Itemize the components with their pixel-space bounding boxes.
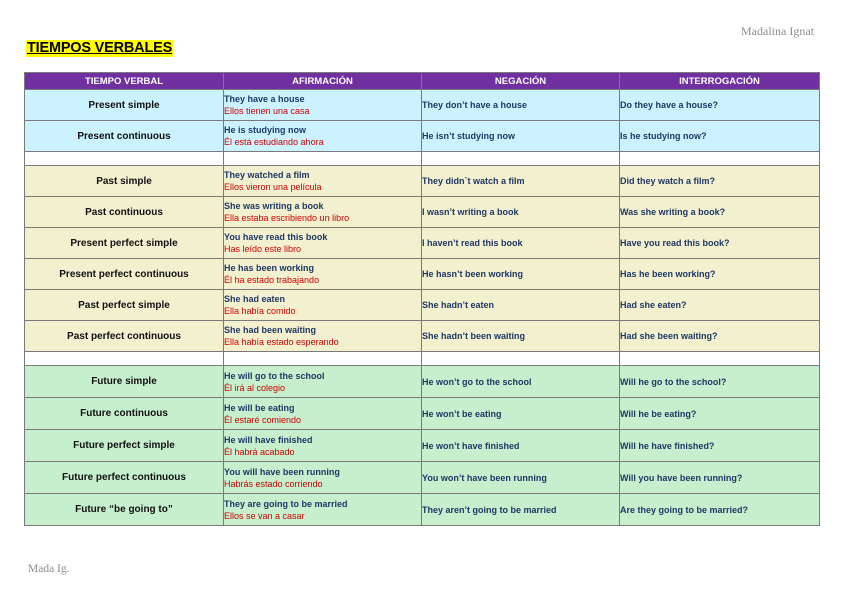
tense-name: Past simple — [25, 166, 224, 197]
interrogation-cell: Will he go to the school? — [620, 366, 820, 398]
spacer-cell — [25, 152, 224, 166]
affirmation-spanish: Ellos se van a casar — [224, 510, 305, 521]
verb-tenses-table — [24, 72, 820, 526]
negation-cell: I wasn’t writing a book — [422, 197, 620, 228]
spacer-cell — [422, 352, 620, 366]
interrogation-cell: Did they watch a film? — [620, 166, 820, 197]
affirmation-english: They are going to be married — [224, 498, 348, 509]
interrogation-cell: Has he been working? — [620, 259, 820, 290]
affirmation-cell — [224, 462, 422, 494]
affirmation-cell — [224, 197, 422, 228]
table-row — [25, 290, 820, 321]
affirmation-spanish: Ella había estado esperando — [224, 337, 339, 347]
affirmation-english: He will be eating — [224, 402, 295, 413]
interrogation-cell: Do they have a house? — [620, 90, 820, 121]
table-row — [25, 462, 820, 494]
negation-cell: He isn’t studying now — [422, 121, 620, 152]
spacer-cell — [224, 352, 422, 366]
header-negacion: NEGACIÓN — [422, 73, 620, 90]
affirmation-spanish: Has leído este libro — [224, 244, 302, 254]
interrogation-cell: Will he have finished? — [620, 430, 820, 462]
author-name: Madalina Ignat — [741, 24, 814, 38]
page-title: TIEMPOS VERBALES — [27, 40, 173, 56]
affirmation-cell — [224, 228, 422, 259]
tense-name: Future perfect continuous — [25, 462, 224, 494]
interrogation-cell: Will you have been running? — [620, 462, 820, 494]
table-row — [25, 228, 820, 259]
negation-cell: You won’t have been running — [422, 462, 620, 494]
negation-cell: They didn`t watch a film — [422, 166, 620, 197]
affirmation-english: You will have been running — [224, 466, 340, 477]
affirmation-english: They watched a film — [224, 170, 310, 180]
negation-cell: He won’t be eating — [422, 398, 620, 430]
affirmation-english: He has been working — [224, 263, 315, 273]
affirmation-cell — [224, 398, 422, 430]
affirmation-english: She had eaten — [224, 294, 286, 304]
affirmation-cell — [224, 366, 422, 398]
header-afirmacion: AFIRMACIÓN — [224, 73, 422, 90]
header-interrogacion: INTERROGACIÓN — [620, 73, 820, 90]
affirmation-cell — [224, 259, 422, 290]
table-header-row — [25, 73, 820, 90]
affirmation-cell — [224, 494, 422, 526]
affirmation-english: She had been waiting — [224, 325, 317, 335]
affirmation-english: He will go to the school — [224, 370, 325, 381]
interrogation-cell: Was she writing a book? — [620, 197, 820, 228]
negation-cell: He hasn’t been working — [422, 259, 620, 290]
interrogation-cell: Is he studying now? — [620, 121, 820, 152]
affirmation-spanish: Él habrá acabado — [224, 446, 295, 457]
affirmation-spanish: Ella había comido — [224, 306, 296, 316]
table-row — [25, 321, 820, 352]
affirmation-cell — [224, 290, 422, 321]
interrogation-cell: Will he be eating? — [620, 398, 820, 430]
header-tiempo-verbal: TIEMPO VERBAL — [25, 73, 224, 90]
footer-signature: Mada Ig. — [28, 563, 70, 575]
table-row — [25, 398, 820, 430]
affirmation-spanish: Él está estudiando ahora — [224, 137, 324, 147]
affirmation-spanish: Ella estaba escribiendo un libro — [224, 213, 350, 223]
negation-cell: She hadn’t eaten — [422, 290, 620, 321]
interrogation-cell: Are they going to be married? — [620, 494, 820, 526]
table-body — [25, 90, 820, 526]
spacer-cell — [620, 152, 820, 166]
table-row — [25, 366, 820, 398]
negation-cell: They don’t have a house — [422, 90, 620, 121]
affirmation-cell — [224, 321, 422, 352]
tense-name: Present perfect simple — [25, 228, 224, 259]
tense-name: Present simple — [25, 90, 224, 121]
affirmation-cell — [224, 166, 422, 197]
affirmation-cell — [224, 121, 422, 152]
tense-name: Present perfect continuous — [25, 259, 224, 290]
negation-cell: He won’t go to the school — [422, 366, 620, 398]
affirmation-cell — [224, 90, 422, 121]
affirmation-english: You have read this book — [224, 232, 328, 242]
tense-name: Future “be going to” — [25, 494, 224, 526]
affirmation-cell — [224, 430, 422, 462]
affirmation-spanish: Ellos vieron una película — [224, 182, 322, 192]
tense-name: Future simple — [25, 366, 224, 398]
interrogation-cell: Have you read this book? — [620, 228, 820, 259]
spacer-row — [25, 152, 820, 166]
affirmation-spanish: Él estaré comiendo — [224, 414, 302, 425]
spacer-cell — [620, 352, 820, 366]
table-row — [25, 166, 820, 197]
negation-cell: She hadn’t been waiting — [422, 321, 620, 352]
tense-name: Past perfect simple — [25, 290, 224, 321]
spacer-cell — [224, 152, 422, 166]
tense-name: Present continuous — [25, 121, 224, 152]
affirmation-english: They have a house — [224, 94, 305, 104]
table-row — [25, 430, 820, 462]
affirmation-spanish: Él irá al colegio — [224, 382, 286, 393]
tense-name: Past continuous — [25, 197, 224, 228]
interrogation-cell: Had she been waiting? — [620, 321, 820, 352]
table-row — [25, 121, 820, 152]
table-row — [25, 259, 820, 290]
negation-cell: He won’t have finished — [422, 430, 620, 462]
negation-cell: I haven’t read this book — [422, 228, 620, 259]
table-row — [25, 494, 820, 526]
spacer-cell — [422, 152, 620, 166]
spacer-cell — [25, 352, 224, 366]
affirmation-english: She was writing a book — [224, 201, 324, 211]
affirmation-english: He will have finished — [224, 434, 313, 445]
table-row — [25, 197, 820, 228]
spacer-row — [25, 352, 820, 366]
affirmation-spanish: Ellos tienen una casa — [224, 106, 310, 116]
affirmation-spanish: Habrás estado corriendo — [224, 478, 323, 489]
tense-name: Future continuous — [25, 398, 224, 430]
interrogation-cell: Had she eaten? — [620, 290, 820, 321]
tense-name: Future perfect simple — [25, 430, 224, 462]
tense-name: Past perfect continuous — [25, 321, 224, 352]
affirmation-spanish: Él ha estado trabajando — [224, 275, 320, 285]
negation-cell: They aren’t going to be married — [422, 494, 620, 526]
table-row — [25, 90, 820, 121]
affirmation-english: He is studying now — [224, 125, 307, 135]
